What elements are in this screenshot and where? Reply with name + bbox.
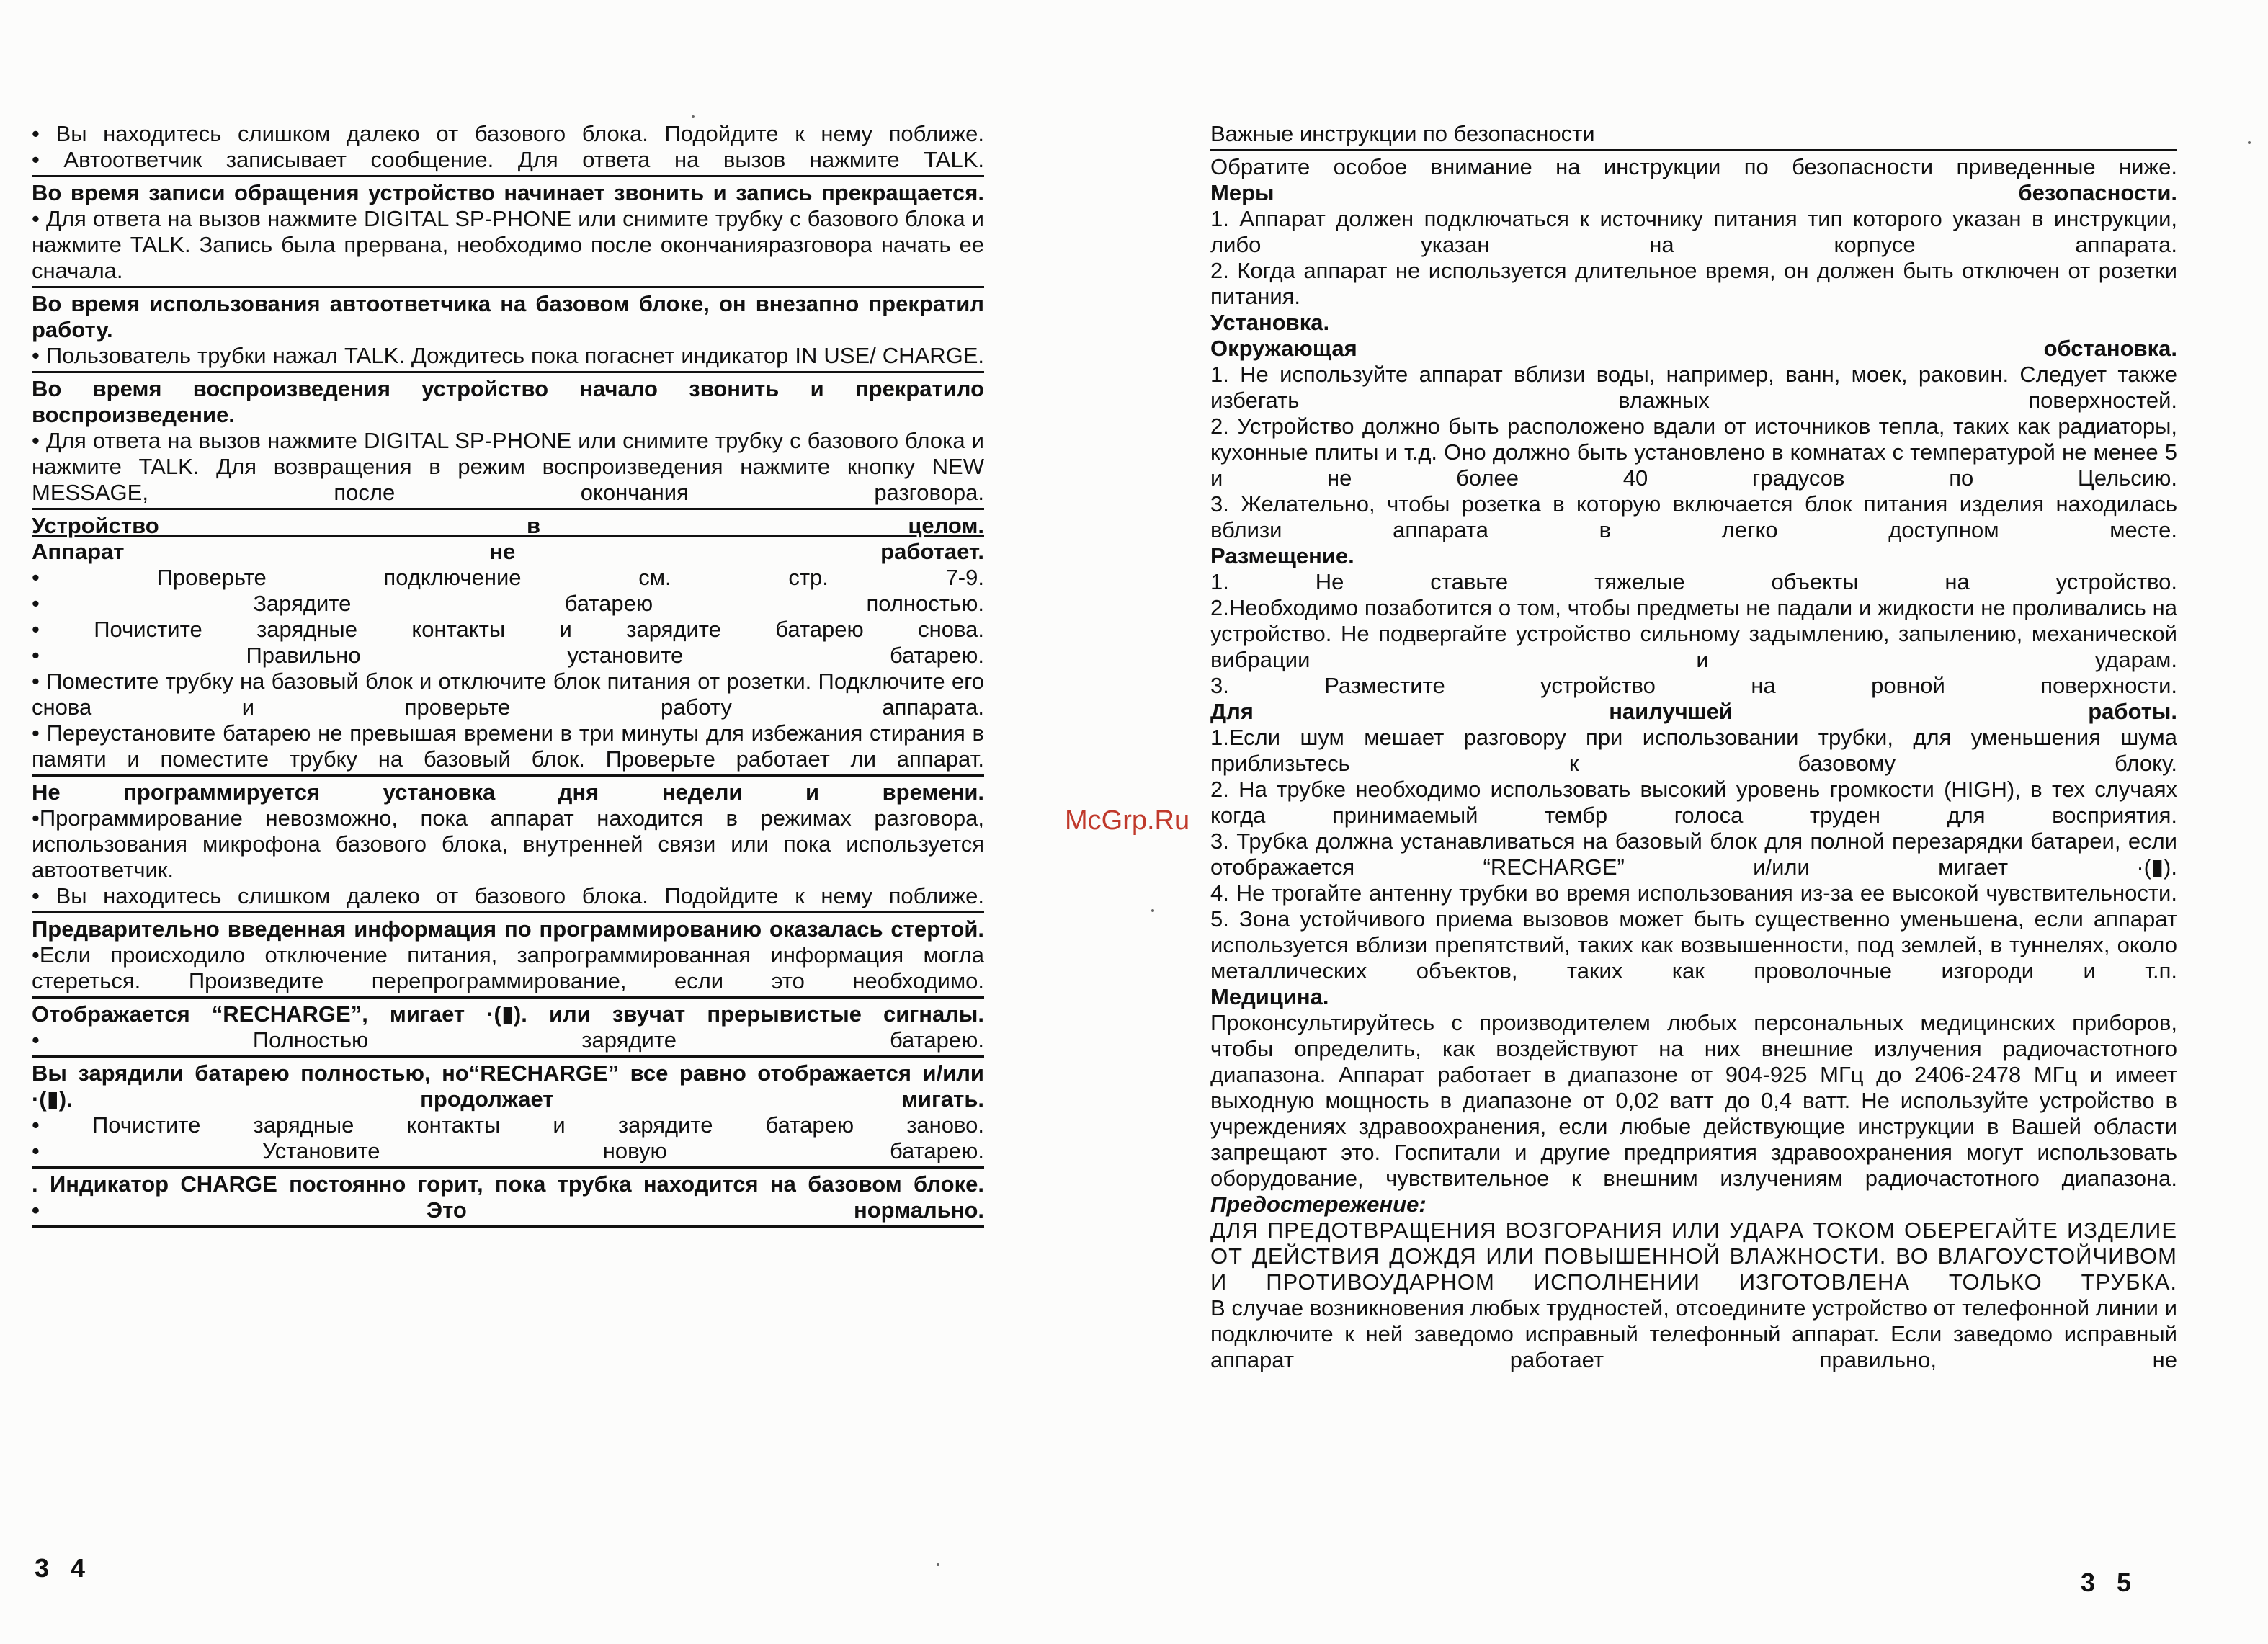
right-page-text <box>1210 154 2177 1373</box>
right-text-block: Предостережение: <box>1210 1192 1427 1217</box>
left-text-block: Вы зарядили батарею полностью, но“RECHARGE” все равно отображается и/или ·(▮). продолжает мигать. <box>32 1060 984 1112</box>
right-page-title: Важные инструкции по безопасности <box>1210 121 1595 146</box>
left-text-block: • Вы находитесь слишком далеко от базового блока. Подойдите к нему поближе. <box>32 121 984 146</box>
right-text-block: 3. Желательно, чтобы розетка в которую включается блок питания изделия находилась вблизи аппарата в легко доступном месте. <box>1210 491 2177 542</box>
right-text-block: 2. Устройство должно быть расположено вдали от источников тепла, таких как радиаторы, кухонные плиты и т.д. Оно должно быть установлено в комнатах с температурой не менее 5 и не более 40 градусов по Цельсию. <box>1210 414 2177 491</box>
right-text-block: 1.Если шум мешает разговору при использовании трубки, для уменьшения шума приблизьтесь к базовому блоку. <box>1210 725 2177 776</box>
right-text-block: Установка. <box>1210 310 1330 335</box>
right-page <box>1210 121 2177 1373</box>
right-text-block: ДЛЯ ПРЕДОТВРАЩЕНИЯ ВОЗГОРАНИЯ ИЛИ УДАРА ТОКОМ ОБЕРЕГАЙТЕ ИЗДЕЛИЕ ОТ ДЕЙСТВИЯ ДОЖДЯ ИЛИ ПОВЫШЕННОЙ ВЛАЖНОСТИ. ВО ВЛАГОУСТОЙЧИВОМ И ПРОТИВОУДАРНОМ ИСПОЛНЕНИИ ИЗГОТОВЛЕНА ТОЛЬКО ТРУБКА. <box>1210 1218 2177 1295</box>
page-number-left: 3 4 <box>35 1553 93 1583</box>
section-rule <box>32 911 984 913</box>
section-rule <box>32 508 984 510</box>
section-rule <box>32 286 984 288</box>
right-text-block: 5. Зона устойчивого приема вызовов может быть существенно уменьшена, если аппарат используется вблизи препятствий, таких как возвышенности, под землей, в туннелях, около металлических объектов, таких как проволочные изгороди и т.п. <box>1210 906 2177 983</box>
left-text-block: • Поместите трубку на базовый блок и отключите блок питания от розетки. Подключите его снова и проверьте работу аппарата. <box>32 669 984 720</box>
left-page <box>32 121 984 1230</box>
section-rule <box>32 996 984 999</box>
title-rule <box>1210 149 2177 151</box>
section-rule <box>32 1225 984 1228</box>
left-text-block: •Если происходило отключение питания, запрограммированная информация могла стереться. Произведите перепрограммирование, если это необходимо. <box>32 942 984 993</box>
left-text-block: • Установите новую батарею. <box>32 1138 984 1163</box>
left-text-block: Устройство в целом. <box>32 513 984 538</box>
left-text-block: • Пользователь трубки нажал TALK. Дождитесь пока погаснет индикатор IN USE/ CHARGE. <box>32 343 984 368</box>
section-rule <box>32 371 984 373</box>
left-text-block: • Почистите зарядные контакты и зарядите батарею заново. <box>32 1112 984 1138</box>
section-rule <box>32 175 984 177</box>
left-text-block: • Почистите зарядные контакты и зарядите батарею снова. <box>32 617 984 642</box>
right-text-block: Меры безопасности. <box>1210 180 2177 205</box>
right-text-block: Проконсультируйтесь с производителем любых персональных медицинских приборов, чтобы определить, как воздействуют на них внешние излучения радиочастотного диапазона. Аппарат работает в диапазоне от 904-925 МГц до 2406-2478 МГц и имеет выходную мощность в диапазоне от 0,02 ватт до 0,4 ватт. Не используйте устройство в учреждениях здравоохранения, если любые действующие инструкции в Вашей области запрещают это. Госпитали и другие предприятия здравоохранения могут использовать оборудование, чувствительное к внешним излучениям радиочастотного диапазона. <box>1210 1010 2177 1191</box>
right-text-block: Для наилучшей работы. <box>1210 699 2177 724</box>
left-text-block: Не программируется установка дня недели и времени. <box>32 779 984 805</box>
section-rule <box>32 1055 984 1058</box>
left-text-block: Во время использования автоответчика на базовом блоке, он внезапно прекратил работу. <box>32 291 984 342</box>
scan-speck <box>1151 909 1154 912</box>
left-text-block: • Автоответчик записывает сообщение. Для ответа на вызов нажмите TALK. <box>32 147 984 172</box>
right-text-block: Окружающая обстановка. <box>1210 336 2177 361</box>
right-text-block: 1. Аппарат должен подключаться к источнику питания тип которого указан в инструкции, либо указан на корпусе аппарата. <box>1210 206 2177 257</box>
right-text-block: 3. Разместите устройство на ровной поверхности. <box>1210 673 2177 698</box>
left-text-block: • Правильно установите батарею. <box>32 643 984 668</box>
watermark-text: McGrp.Ru <box>1065 805 1190 836</box>
scan-speck <box>937 1563 939 1566</box>
scan-speck <box>2248 141 2251 144</box>
right-text-block: Обратите особое внимание на инструкции по безопасности приведенные ниже. <box>1210 154 2177 179</box>
page-number-right: 3 5 <box>2081 1568 2139 1597</box>
left-text-block: Во время записи обращения устройство начинает звонить и запись прекращается. <box>32 180 984 205</box>
left-text-block: Предварительно введенная информация по программированию оказалась стертой. <box>32 916 984 942</box>
right-text-block: 1. Не используйте аппарат вблизи воды, например, ванн, моек, раковин. Следует также избегать влажных поверхностей. <box>1210 362 2177 413</box>
left-text-block: . Индикатор CHARGE постоянно горит, пока трубка находится на базовом блоке. <box>32 1171 984 1197</box>
left-text-block: • Для ответа на вызов нажмите DIGITAL SP-PHONE или снимите трубку с базового блока и нажмите TALK. Для возвращения в режим воспроизведения нажмите кнопку NEW MESSAGE, после окончания разговора. <box>32 428 984 505</box>
left-text-block: • Проверьте подключение см. стр. 7-9. <box>32 565 984 590</box>
section-rule <box>32 1166 984 1169</box>
left-text-block: Отображается “RECHARGE”, мигает ·(▮). или звучат прерывистые сигналы. <box>32 1001 984 1027</box>
right-text-block: Медицина. <box>1210 984 1329 1009</box>
scan-speck <box>692 115 695 118</box>
left-text-block: • Зарядите батарею полностью. <box>32 591 984 616</box>
left-text-block: • Переустановите батарею не превышая времени в три минуты для избежания стирания в памяти и поместите трубку на базовый блок. Проверьте работает ли аппарат. <box>32 720 984 772</box>
left-text-block: •Программирование невозможно, пока аппарат находится в режимах разговора, использования микрофона базового блока, внутренней связи или пока используется автоответчик. <box>32 805 984 883</box>
right-text-block: В случае возникновения любых трудностей, отсоедините устройство от телефонной линии и подключите к ней заведомо исправный телефонный аппарат. Если заведомо исправный аппарат работает правильно, не <box>1210 1295 2177 1372</box>
right-text-block: 2. На трубке необходимо использовать высокий уровень громкости (HIGH), в тех случаях когда принимаемый тембр голоса труден для восприятия. <box>1210 777 2177 828</box>
section-rule <box>32 774 984 777</box>
right-text-block: 4. Не трогайте антенну трубки во время использования из-за ее высокой чувствительности. <box>1210 880 2177 906</box>
left-page-text <box>32 121 984 1228</box>
left-text-block: • Вы находитесь слишком далеко от базового блока. Подойдите к нему поближе. <box>32 883 984 908</box>
left-text-block: • Это нормально. <box>32 1197 984 1223</box>
left-text-block: Во время воспроизведения устройство начало звонить и прекратило воспроизведение. <box>32 376 984 427</box>
right-text-block: 1. Не ставьте тяжелые объекты на устройство. <box>1210 569 2177 594</box>
left-text-block: • Для ответа на вызов нажмите DIGITAL SP-PHONE или снимите трубку с базового блока и нажмите TALK. Запись была прервана, необходимо после окончанияразговора начать ее сначала. <box>32 206 984 283</box>
right-text-block: 2.Необходимо позаботится о том, чтобы предметы не падали и жидкости не проливались на устройство. Не подвергайте устройство сильному задымлению, запылению, механической вибрации и ударам. <box>1210 595 2177 672</box>
right-text-block: 3. Трубка должна устанавливаться на базовый блок для полной перезарядки батареи, если отображается “RECHARGE” и/или мигает ·(▮). <box>1210 828 2177 880</box>
right-text-block: Размещение. <box>1210 543 1354 568</box>
right-text-block: 2. Когда аппарат не используется длительное время, он должен быть отключен от розетки питания. <box>1210 258 2177 309</box>
left-text-block: Аппарат не работает. <box>32 539 984 564</box>
left-text-block: • Полностью зарядите батарею. <box>32 1027 984 1053</box>
